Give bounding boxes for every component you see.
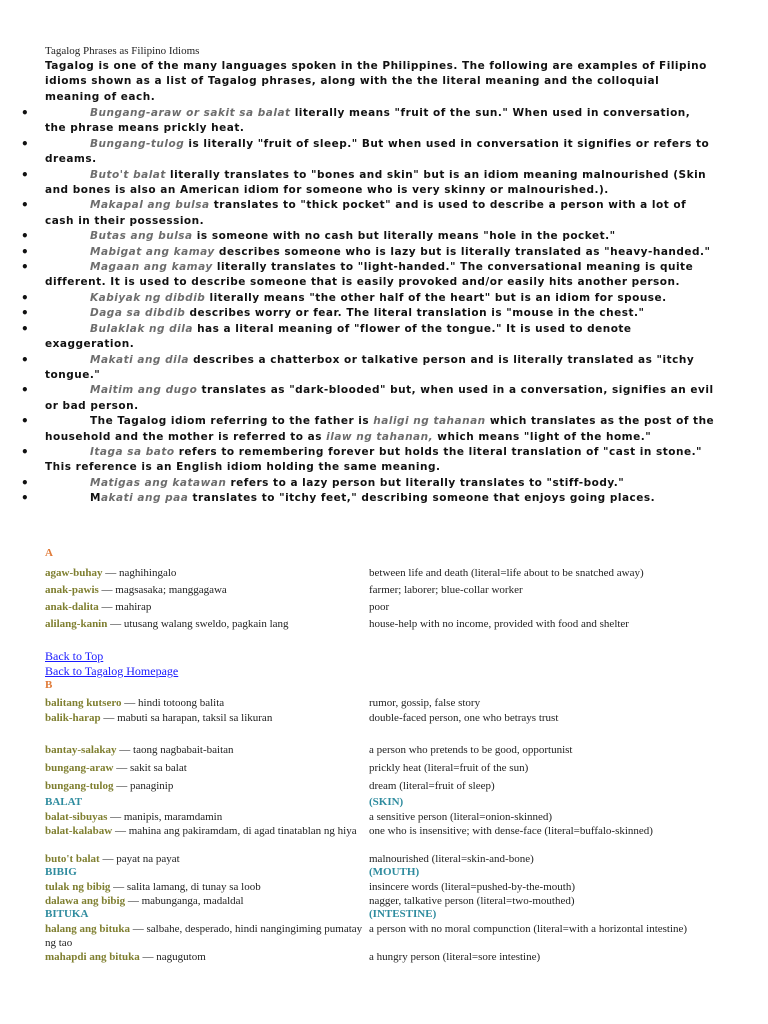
idiom-term: Makapal ang bulsa: [90, 199, 210, 212]
category-heading-balat: BALAT: [45, 796, 83, 808]
bullet-icon: •: [21, 321, 30, 336]
idiom-item: • Daga sa dibdib describes worry or fear. The literal translation is "mouse in the chest.": [21, 306, 645, 321]
idiom-item: • Mabigat ang kamay describes someone who is lazy but is literally translated as "heavy-handed.": [21, 244, 711, 259]
glossary-term: dalawa ang bibig — mabunganga, madaldal: [45, 895, 244, 907]
glossary-term: balat-kalabaw — mahina ang pakiramdam, di agad tinatablan ng hiya: [45, 825, 357, 837]
back-to-top-link[interactable]: Back to Top: [45, 649, 104, 663]
idiom-item: • Makati ang paa translates to "itchy feet," describing someone that enjoys going places.: [21, 491, 656, 506]
glossary-meaning: nagger, talkative person (literal=two-mouthed): [369, 895, 575, 907]
idiom-item: • The Tagalog idiom referring to the father is haligi ng tahanan which translates as the post of the household and the mother is referred to as ilaw ng tahanan, which means "light of the home.": [21, 414, 715, 443]
glossary-meaning: dream (literal=fruit of sleep): [369, 780, 495, 792]
bullet-icon: •: [21, 244, 30, 259]
glossary-term: balat-sibuyas — manipis, maramdamin: [45, 811, 223, 823]
idiom-item: • Makapal ang bulsa translates to "thick pocket" and is used to describe a person with a lot of cash in their possession.: [21, 198, 687, 227]
glossary-meaning: house-help with no income, provided with food and shelter: [369, 618, 629, 630]
idiom-term: Daga sa dibdib: [90, 307, 186, 320]
idiom-item: • Kabiyak ng dibdib literally means "the other half of the heart" but is an idiom for spouse.: [21, 290, 667, 305]
intro-paragraph: Tagalog is one of the many languages spoken in the Philippines. The following are examples of Filipino idioms shown as a list of Tagalog phrases, along with the the literal meaning and the colloquial meaning of each.: [45, 60, 707, 103]
idiom-item: • Bungang-araw or sakit sa balat literally means "fruit of the sun." When used in conversation, the phrase means prickly heat.: [21, 106, 691, 135]
glossary-term: halang ang bituka — salbahe, desperado, hindi nangingiming pumatay ng tao: [45, 923, 363, 949]
bullet-icon: •: [21, 106, 30, 120]
idiom-term: Matigas ang katawan: [90, 476, 227, 489]
bullet-icon: •: [21, 352, 30, 367]
idiom-item: • Itaga sa bato refers to remembering forever but holds the literal translation of "cast in stone." This reference is an English idiom holding the same meaning.: [21, 444, 703, 474]
glossary-term: buto't balat — payat na payat: [45, 853, 180, 865]
idiom-term: Bungang-araw or sakit sa balat: [90, 107, 291, 119]
glossary-meaning: farmer; laborer; blue-collar worker: [369, 584, 523, 596]
idiom-term: Itaga sa bato: [90, 445, 175, 458]
glossary-term: bantay-salakay — taong nagbabait-baitan: [45, 744, 234, 756]
idiom-term: Makati ang dila: [90, 353, 189, 366]
idiom-item: • Bungang-tulog is literally "fruit of sleep." But when used in conversation it signifies or refers to dreams.: [21, 136, 710, 166]
glossary-meaning: prickly heat (literal=fruit of the sun): [369, 762, 529, 774]
bullet-icon: •: [21, 444, 30, 459]
idiom-term: Kabiyak ng dibdib: [90, 291, 206, 304]
idiom-term: Maitim ang dugo: [90, 384, 198, 397]
glossary-term: mahapdi ang bituka — nagugutom: [45, 951, 206, 963]
letter-heading-b: B: [45, 679, 53, 691]
glossary-meaning: a hungry person (literal=sore intestine): [369, 951, 541, 963]
bullet-icon: •: [21, 229, 30, 244]
glossary-meaning: a sensitive person (literal=onion-skinned): [369, 811, 553, 823]
bullet-icon: •: [21, 306, 30, 321]
letter-heading-a: A: [45, 547, 53, 559]
idiom-item: • Maitim ang dugo translates as "dark-blooded" but, when used in a conversation, signifies an evil or bad person.: [21, 383, 714, 412]
glossary-meaning: one who is insensitive; with dense-face (literal=buffalo-skinned): [369, 825, 653, 837]
idiom-term: Bulaklak ng dila: [90, 322, 193, 335]
glossary-term: anak-pawis — magsasaka; manggagawa: [45, 584, 227, 596]
glossary-term: agaw-buhay — naghihingalo: [45, 567, 177, 579]
idiom-term: Bungang-tulog: [90, 137, 185, 150]
bullet-icon: •: [21, 491, 30, 506]
bullet-icon: •: [21, 136, 30, 151]
category-heading-bituka: BITUKA: [45, 908, 89, 920]
bullet-icon: •: [21, 290, 30, 305]
glossary-term: alilang-kanin — utusang walang sweldo, pagkain lang: [45, 618, 289, 630]
glossary-term: bungang-araw — sakit sa balat: [45, 762, 187, 774]
idiom-list: [0, 106, 768, 507]
idiom-term: akati ang paa: [100, 492, 189, 505]
category-heading-mouth: (MOUTH): [369, 866, 420, 878]
idiom-item: • Buto't balat literally translates to "bones and skin" but is an idiom meaning malnourished (Skin and bones is also an American idiom for someone who is very skinny or malnourished.).: [21, 167, 707, 197]
bullet-icon: •: [21, 475, 30, 490]
idiom-term: Butas ang bulsa: [90, 230, 193, 243]
glossary-meaning: a person with no moral compunction (literal=with a horizontal intestine): [369, 923, 688, 935]
idiom-item: • Makati ang dila describes a chatterbox or talkative person and is literally translated as "itchy tongue.": [21, 352, 695, 381]
bullet-icon: •: [21, 383, 30, 398]
category-heading-bibig: BIBIG: [45, 866, 77, 878]
glossary-meaning: insincere words (literal=pushed-by-the-mouth): [369, 881, 575, 893]
glossary-meaning: double-faced person, one who betrays trust: [369, 712, 559, 724]
glossary-meaning: poor: [369, 601, 390, 613]
glossary-term: tulak ng bibig — salita lamang, di tunay sa loob: [45, 881, 261, 893]
glossary-term: balitang kutsero — hindi totoong balita: [45, 697, 225, 709]
idiom-item: • Matigas ang katawan refers to a lazy person but literally translates to "stiff-body.": [21, 475, 625, 490]
category-heading-intestine: (INTESTINE): [369, 908, 437, 920]
back-to-homepage-link[interactable]: Back to Tagalog Homepage: [45, 664, 179, 678]
idiom-item: • Magaan ang kamay literally translates to "light-handed." The conversational meaning is quite different. It is used to describe someone that is easily provoked and/or easily hits another person.: [21, 260, 694, 289]
idiom-term: Buto't balat: [90, 168, 166, 181]
idiom-term: Mabigat ang kamay: [90, 245, 215, 258]
category-heading-skin: (SKIN): [369, 796, 404, 808]
idiom-item: • Butas ang bulsa is someone with no cash but literally means "hole in the pocket.": [21, 229, 616, 244]
bullet-icon: •: [21, 167, 30, 182]
bullet-icon: •: [21, 260, 30, 275]
glossary-meaning: between life and death (literal=life about to be snatched away): [369, 567, 644, 579]
bullet-icon: •: [21, 198, 30, 213]
document-title: Tagalog Phrases as Filipino Idioms: [45, 45, 200, 57]
glossary-meaning: rumor, gossip, false story: [369, 697, 481, 709]
glossary-term: bungang-tulog — panaginip: [45, 780, 174, 792]
glossary-term: balik-harap — mabuti sa harapan, taksil sa likuran: [45, 712, 273, 724]
idiom-term: Magaan ang kamay: [90, 261, 213, 274]
glossary-meaning: a person who pretends to be good, opportunist: [369, 744, 573, 756]
idiom-item: • Bulaklak ng dila has a literal meaning of "flower of the tongue." It is used to denote exaggeration.: [21, 321, 632, 351]
glossary-meaning: malnourished (literal=skin-and-bone): [369, 853, 534, 865]
glossary-term: anak-dalita — mahirap: [45, 601, 152, 613]
idiom-term: haligi ng tahanan: [373, 415, 486, 428]
bullet-icon: •: [21, 414, 30, 429]
idiom-term: ilaw ng tahanan,: [326, 430, 434, 443]
